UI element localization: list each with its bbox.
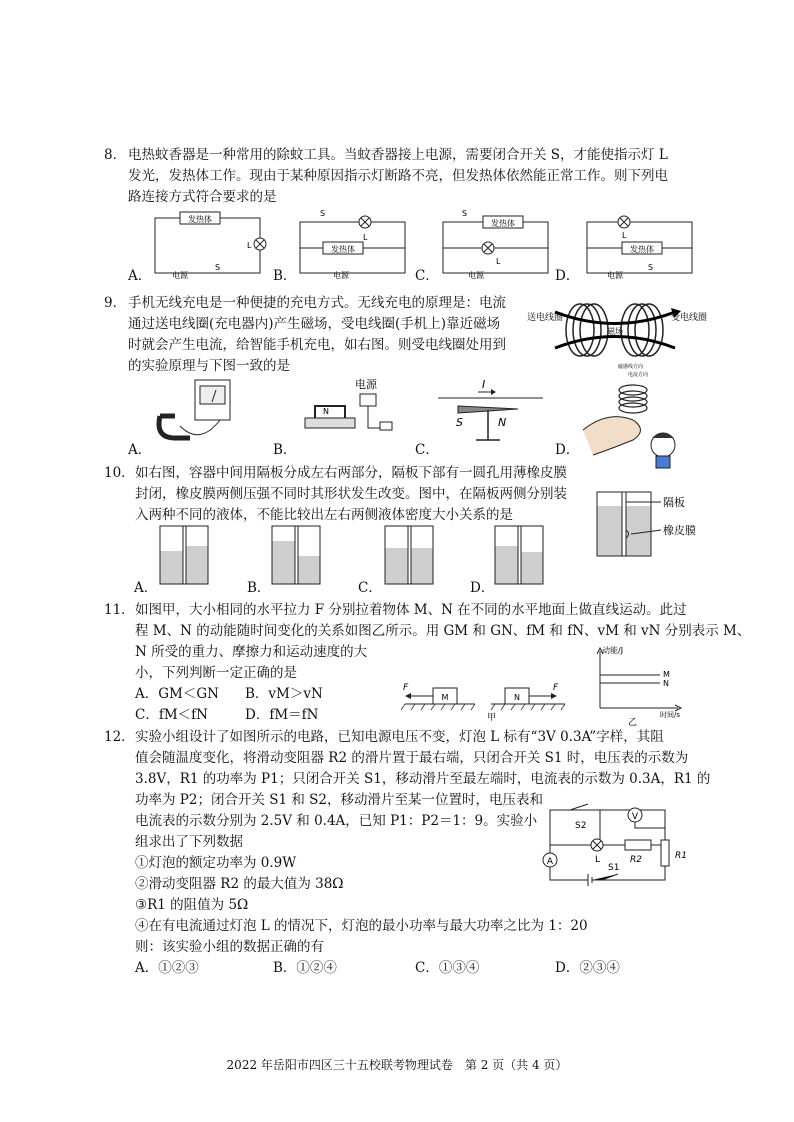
q8-circuit-a [150, 208, 270, 280]
q10-figure-b [272, 526, 322, 586]
power-label: 电源 [468, 271, 484, 280]
lamp-label: L [496, 257, 501, 266]
q12-circuit [540, 800, 700, 900]
lamp-label: L [622, 231, 627, 240]
q10-line2: 封闭，橡皮膜两侧压强不同时其形状发生改变。图中，在隔板两侧分别装 [135, 486, 567, 502]
q9-line4: 的实验原理与下图一致的是 [128, 358, 290, 374]
q8-number: 8． [104, 147, 127, 163]
q8-circuit-b [295, 208, 415, 280]
q8-line2: 发光，发热体工作。现由于某种原因指示灯断路不亮，但发热体依然能正常工作。则下列电 [128, 168, 668, 184]
q8-line3: 路连接方式符合要求的是 [128, 189, 277, 205]
switch-label: S [648, 263, 654, 272]
q12-line10: ④在有电流通过灯泡 L 的情况下，灯泡的最小功率与最大功率之比为 1：20 [135, 918, 588, 934]
r2-label: R2 [630, 855, 642, 865]
q11-option-d[interactable]: D．fM＝fN [245, 707, 319, 723]
q9-option-d[interactable]: D． [555, 442, 580, 458]
figure-yi-label: 乙 [628, 718, 638, 728]
q8-circuit-c [438, 208, 558, 280]
heater-label: 发热体 [331, 245, 355, 254]
n-series-label: N [663, 679, 669, 688]
q8-circuit-d [582, 208, 702, 280]
r1-label: R1 [675, 851, 687, 861]
q9-figure-d [578, 360, 688, 470]
q9-option-c[interactable]: C． [415, 442, 439, 458]
lamp-label: L [247, 241, 252, 250]
m-block-label: M [441, 693, 449, 702]
q12-option-c[interactable]: C．①③④ [415, 960, 480, 976]
y-axis-label: 动能/J [602, 646, 624, 655]
q11-option-b[interactable]: B．vM＞vN [245, 686, 323, 702]
q12-line2: 值会随温度变化，将滑动变阻器 R2 的滑片置于最右端，只闭合开关 S1 时，电压表的示数为 [135, 750, 689, 766]
q9-coils-figure [527, 290, 708, 370]
force-label: F [553, 683, 559, 693]
figure-jia-label: 甲 [487, 713, 497, 723]
q9-figure-a [150, 376, 240, 446]
q9-number: 9． [104, 295, 127, 311]
current-label: I [482, 378, 486, 391]
page-footer: 2022 年岳阳市四区三十五校联考物理试卷 第 2 页（共 4 页） [226, 1058, 568, 1072]
q12-option-b[interactable]: B．①②④ [273, 960, 337, 976]
q12-line4: 功率为 P2；闭合开关 S1 和 S2，移动滑片至某一位置时，电压表和 [135, 792, 544, 808]
q11-line4: 小，下列判断一定正确的是 [135, 665, 297, 681]
q12-option-a[interactable]: A．①②③ [135, 960, 199, 976]
power-label: 电源 [355, 378, 377, 391]
q10-option-a[interactable]: A． [134, 580, 158, 596]
send-coil-label: 送电线圈 [527, 313, 564, 323]
s-pole-label: S [456, 416, 463, 429]
switch-s1-label: S1 [608, 863, 620, 873]
q10-option-c[interactable]: C． [358, 580, 382, 596]
plate-label: 隔板 [663, 496, 685, 509]
q12-option-d[interactable]: D．②③④ [555, 960, 620, 976]
q9-line3: 时就会产生电流，给智能手机充电，如右图。则受电线圈处用到 [128, 337, 506, 353]
q11-figure-yi [598, 645, 688, 728]
heater-label: 发热体 [491, 219, 515, 228]
q10-line3: 入两种不同的液体，不能比较出左右两侧液体密度大小关系的是 [135, 507, 513, 523]
q8-option-d[interactable]: D． [555, 268, 580, 284]
lamp-label: L [363, 233, 368, 242]
switch-label: S [320, 209, 326, 218]
heater-label: 发热体 [630, 245, 654, 254]
q10-option-b[interactable]: B． [247, 580, 271, 596]
q10-figure-d [495, 526, 545, 586]
q12-line6: 组求出了下列数据 [135, 834, 243, 850]
recv-coil-label: 受电线圈 [671, 313, 708, 323]
q9-option-a[interactable]: A． [128, 442, 152, 458]
n-block-label: N [514, 693, 520, 702]
q9-figure-b [295, 376, 405, 446]
q10-figure-c [385, 526, 435, 586]
m-series-label: M [663, 670, 670, 679]
field-label: 磁场 [607, 327, 623, 336]
heater-label: 发热体 [188, 215, 212, 224]
q12-number: 12． [104, 729, 135, 745]
n-pole-label: N [498, 416, 507, 429]
q11-line1: 如图甲，大小相同的水平拉力 F 分别拉着物体 M、N 在不同的水平地面上做直线运动。此过 [135, 602, 687, 618]
q9-option-b[interactable]: B． [273, 442, 297, 458]
q8-line1: 电热蚊香器是一种常用的除蚊工具。当蚊香器接上电源，需要闭合开关 S，才能使指示灯 L [128, 147, 668, 163]
q12-line11: 则：该实验小组的数据正确的有 [135, 939, 324, 955]
q12-line8: ②滑动变阻器 R2 的最大值为 38Ω [135, 876, 344, 892]
power-label: 电源 [607, 271, 623, 280]
lamp-label: L [595, 855, 601, 865]
voltmeter-label: V [631, 812, 639, 822]
switch-s2-label: S2 [575, 821, 587, 831]
q11-option-c[interactable]: C．fM＜fN [135, 707, 208, 723]
q12-line1: 实验小组设计了如图所示的电路，已知电源电压不变，灯泡 L 标有“3V 0.3A”字样，其阻 [135, 729, 664, 745]
force-label: F [403, 683, 409, 693]
switch-label: S [215, 263, 221, 272]
q10-option-d[interactable]: D． [470, 580, 495, 596]
q10-container-figure [595, 490, 705, 560]
q12-line5: 电流表的示数分别为 2.5V 和 0.4A，已知 P1：P2＝1：9。实验小 [135, 813, 538, 829]
q12-line9: ③R1 的阻值为 5Ω [135, 897, 249, 913]
x-axis-label: 时间/s [660, 711, 681, 719]
n-pole-label: N [323, 407, 329, 416]
q11-figure-jia [395, 678, 585, 723]
q11-line2: 程 M、N 的动能随时间变化的关系如图乙所示。用 GM 和 GN、fM 和 fN、vM 和 vN 分别表示 M、 [135, 623, 751, 639]
ammeter-label: A [546, 857, 554, 867]
power-label: 电源 [333, 271, 349, 280]
q11-line3: N 所受的重力、摩擦力和运动速度的大 [135, 644, 368, 660]
current-direction-label: 电流方向 [628, 372, 649, 378]
switch-label: S [462, 209, 468, 218]
field-direction-label: 磁感线方向 [618, 364, 644, 370]
q8-option-c[interactable]: C． [415, 268, 439, 284]
q10-line1: 如右图，容器中间用隔板分成左右两部分，隔板下部有一圆孔用薄橡皮膜 [135, 465, 567, 481]
q8-option-b[interactable]: B． [273, 268, 297, 284]
q9-line1: 手机无线充电是一种便捷的充电方式。无线充电的原理是：电流 [128, 295, 506, 311]
q10-figure-a [160, 526, 210, 586]
q11-option-a[interactable]: A．GM＜GN [135, 686, 219, 702]
membrane-label: 橡皮膜 [663, 524, 696, 537]
q8-option-a[interactable]: A． [128, 268, 152, 284]
q11-number: 11． [104, 602, 135, 618]
q12-line7: ①灯泡的额定功率为 0.9W [135, 855, 297, 871]
q9-line2: 通过送电线圈(充电器内)产生磁场，受电线圈(手机上)靠近磁场 [128, 316, 501, 332]
q10-number: 10． [104, 465, 135, 481]
q9-figure-c [438, 378, 548, 448]
q12-line3: 3.8V，R1 的功率为 P1；只闭合开关 S1，移动滑片至最左端时，电流表的示数为 0.3A，R1 的 [135, 771, 711, 787]
power-label: 电源 [172, 271, 188, 280]
